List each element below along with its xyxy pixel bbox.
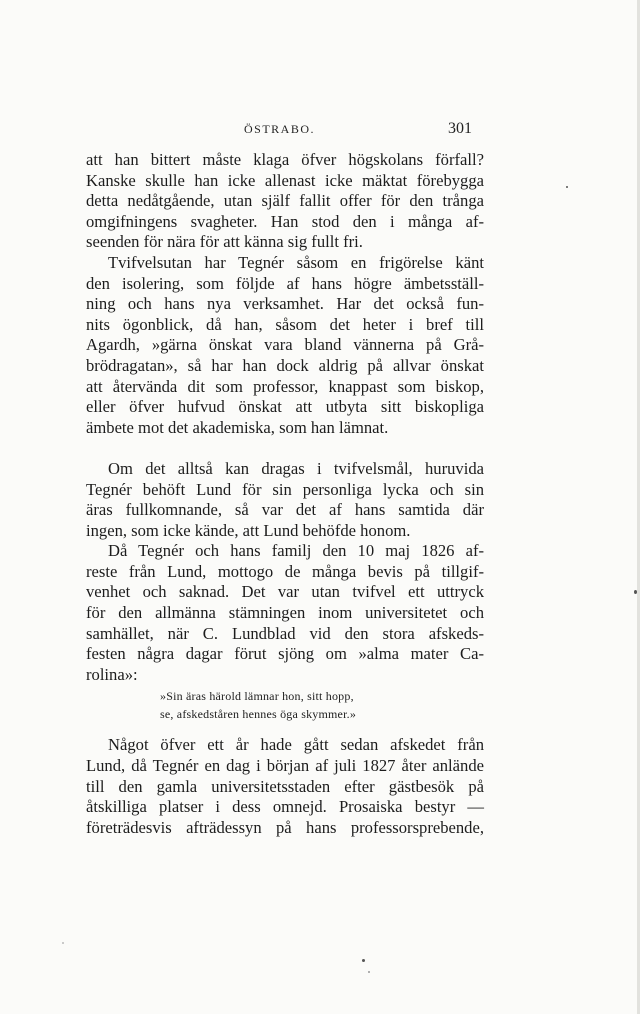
text-line: rolina»:: [86, 664, 138, 684]
running-head: [0, 120, 640, 140]
page-number: 301: [448, 120, 472, 137]
text-line: samhället, när C. Lundblad vid den stora afskeds-: [86, 623, 484, 643]
text-line: Tegnér behöft Lund för sin personliga lycka och sin: [86, 479, 484, 499]
section-gap: [86, 438, 484, 459]
text-line: företrädesvis afträdessyn på hans professorsprebende,: [86, 817, 484, 837]
text-line: festen några dagar förut sjöng om »alma mater Ca-: [86, 644, 484, 664]
ink-speck: [634, 590, 637, 594]
ink-speck: [368, 971, 370, 973]
text-line: nits ögonblick, då han, såsom det heter i bref till: [86, 314, 484, 334]
text-line: Om det alltså kan dragas i tvifvelsmål, huruvida: [108, 458, 484, 478]
ink-speck: [62, 942, 64, 944]
text-line: venhet och saknad. Det var utan tvifvel ett uttryck: [86, 582, 484, 602]
text-line: eller öfver hufvud önskat att utbyta sitt biskopliga: [86, 397, 484, 417]
ink-speck: [566, 186, 568, 188]
text-line: Tvifvelsutan har Tegnér såsom en frigörelse känt: [108, 252, 484, 272]
quote-line: »Sin äras härold lämnar hon, sitt hopp,: [160, 689, 354, 704]
text-line: den isolering, som följde af hans högre ämbetsställ-: [86, 273, 484, 293]
text-line: ning och hans nya verksamhet. Har det också fun-: [86, 294, 484, 314]
text-line: brödragatan», så har han dock aldrig på allvar önskat: [86, 355, 484, 375]
text-line: Lund, då Tegnér en dag i början af juli 1827 åter anlände: [86, 756, 484, 776]
text-line: reste från Lund, mottogo de många bevis på tillgif-: [86, 561, 484, 581]
text-line: åtskilliga platser i dess omnejd. Prosaiska bestyr —: [86, 797, 484, 817]
text-line: för den allmänna stämningen inom universitetet och: [86, 603, 484, 623]
text-line: Då Tegnér och hans familj den 10 maj 1826 af-: [108, 541, 484, 561]
text-line: omgifningens svagheter. Han stod den i många af-: [86, 211, 484, 231]
text-line: Något öfver ett år hade gått sedan afskedet från: [108, 735, 484, 755]
text-line: äras fullkomnande, så var det af hans samtida där: [86, 500, 484, 520]
ink-speck: [362, 959, 365, 962]
running-title: ÖSTRABO.: [244, 122, 316, 136]
text-line: att han bittert måste klaga öfver högskolans förfall?: [86, 150, 484, 169]
text-line: detta nedåtgående, utan själf fallit offer för den trånga: [86, 191, 484, 211]
text-line: Agardh, »gärna önskat vara bland vännerna på Grå-: [86, 335, 484, 355]
text-line: Kanske skulle han icke allenast icke mäktat förebygga: [86, 170, 484, 190]
text-line: till den gamla universitetsstaden efter gästbesök på: [86, 776, 484, 796]
body-text: [86, 150, 484, 838]
text-line: ämbete mot det akademiska, som han lämnat.: [86, 417, 389, 437]
text-line: att återvända dit som professor, knappast som biskop,: [86, 376, 484, 396]
text-line: ingen, som icke kände, att Lund behöfde honom.: [86, 520, 411, 540]
text-line: seenden för nära för att känna sig fullt fri.: [86, 232, 363, 252]
quote-line: se, afskedståren hennes öga skymmer.»: [160, 707, 357, 722]
